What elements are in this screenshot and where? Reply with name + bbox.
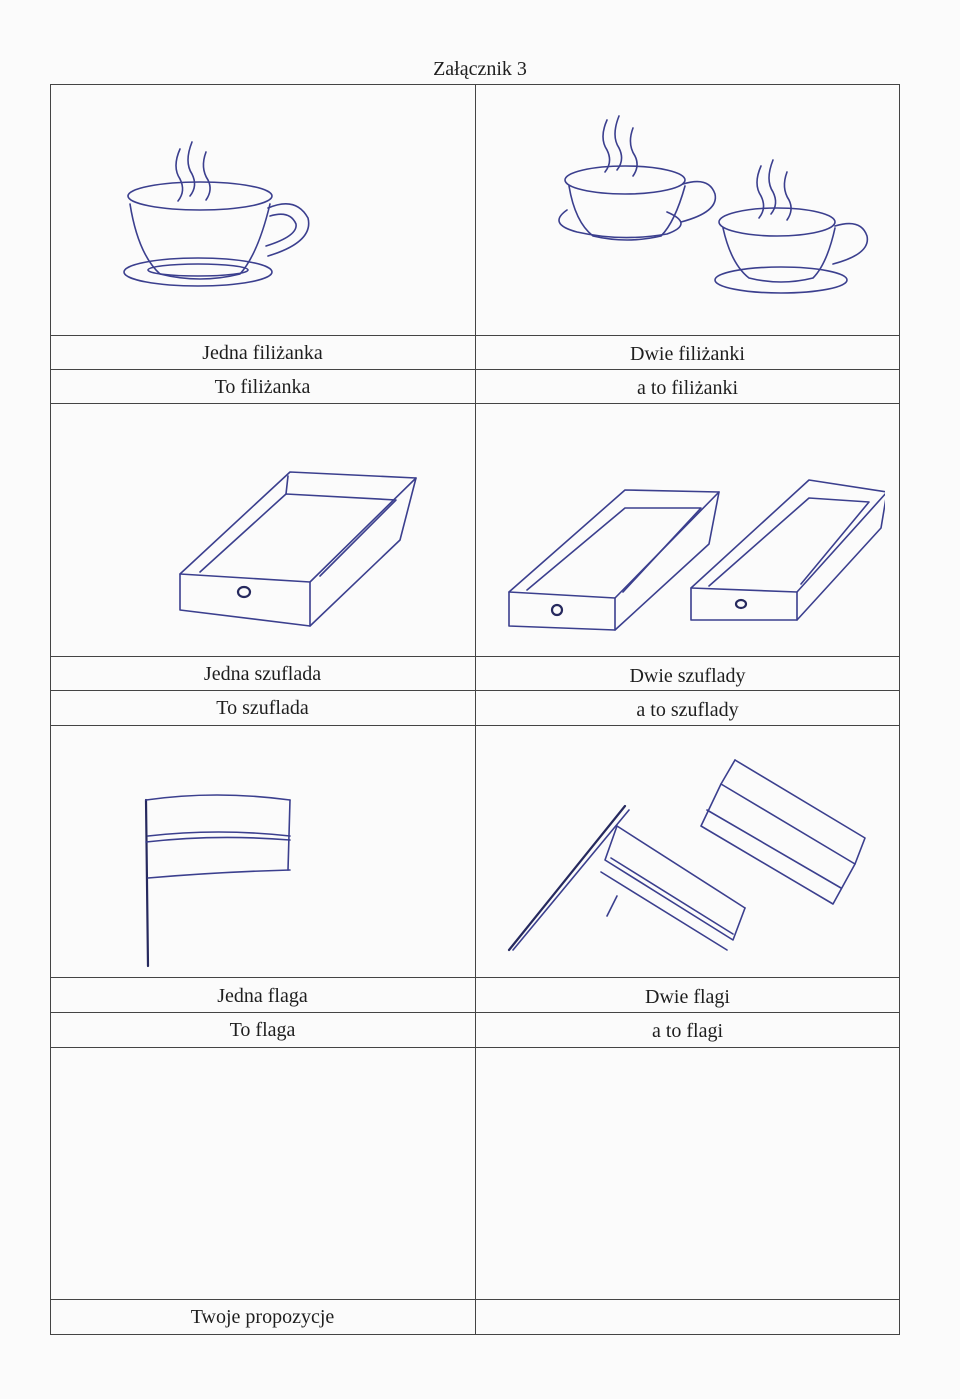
cell-right-line2: a to flagi [651,1020,724,1042]
cell-right-line2: a to filiżanki [636,377,739,399]
cell-left-line2: To szuflada [216,697,309,719]
cell-left-line1: Jedna szuflada [203,663,322,685]
row-divider [50,335,900,336]
cell-right-line1: Dwie flagi [645,986,730,1008]
two-flags-icon [505,754,875,974]
cell-left-line1: Jedna flaga [217,985,308,1007]
cell-left-line1: Jedna filiżanka [202,342,323,364]
cell-right-line1: Dwie szuflady [629,665,746,687]
two-drawers-icon [505,474,885,644]
cell-left-line2: To filiżanka [214,376,311,398]
cell-right-line1: Dwie filiżanki [630,343,745,365]
row-divider [50,656,900,657]
page-title: Załącznik 3 [433,58,527,80]
row-divider [50,977,900,978]
two-cups-icon [555,114,875,304]
flag-icon [140,784,310,974]
row-divider [50,1047,900,1048]
cell-left-line2: To flaga [229,1019,296,1041]
drawer-icon [170,464,430,634]
proposals-label: Twoje propozycje [190,1306,335,1328]
row-divider [50,1299,900,1300]
cup-icon [110,124,370,304]
cell-right-line2: a to szuflady [636,699,739,721]
proposals-answer-cell[interactable] [475,1301,900,1333]
worksheet-table [50,84,900,1335]
